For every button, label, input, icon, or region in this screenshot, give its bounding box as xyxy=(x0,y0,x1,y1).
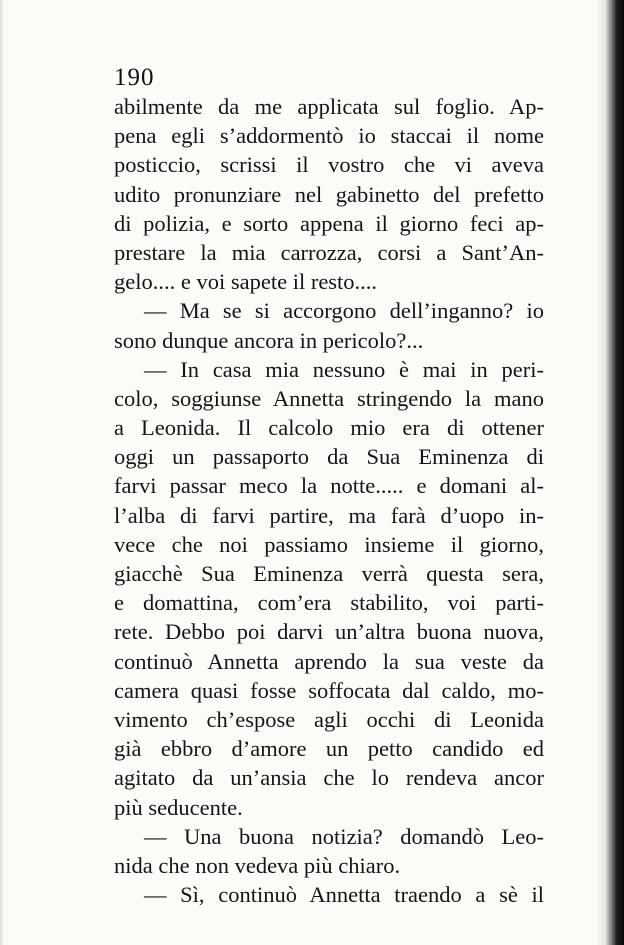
text-line: vece che noi passiamo insieme il giorno, xyxy=(114,531,544,557)
text-line: — Una buona notizia? domandò Leo- xyxy=(144,823,544,849)
text-line: udito pronunziare nel gabinetto del prefetto xyxy=(114,181,544,207)
text-line: di polizia, e sorto appena il giorno feci ap- xyxy=(114,210,544,236)
text-line: — Sì, continuò Annetta traendo a sè il xyxy=(144,882,544,908)
text-line: pena egli s’addormentò io staccai il nome xyxy=(114,123,544,149)
text-line: farvi passar meco la notte..... e domani al- xyxy=(114,473,544,499)
text-line: vimento ch’espose agli occhi di Leonida xyxy=(114,706,544,732)
text-line: nida che non vedeva più chiaro. xyxy=(114,852,401,878)
text-line: giacchè Sua Eminenza verrà questa sera, xyxy=(114,561,544,586)
text-line: più seducente. xyxy=(114,794,243,820)
body-text xyxy=(114,92,544,909)
text-line: prestare la mia carrozza, corsi a Sant’An- xyxy=(114,239,544,265)
text-line: l’alba di farvi partire, ma farà d’uopo in- xyxy=(114,502,544,528)
page-number: 190 xyxy=(114,64,155,91)
text-line: — In casa mia nessuno è mai in peri- xyxy=(144,356,544,382)
text-line: posticcio, scrissi il vostro che vi aveva xyxy=(114,152,544,178)
text-line: camera quasi fosse soffocata dal caldo, mo- xyxy=(114,677,544,703)
text-line: colo, soggiunse Annetta stringendo la mano xyxy=(114,385,544,411)
text-line: sono dunque ancora in pericolo?... xyxy=(114,327,424,353)
binding-shadow xyxy=(596,0,606,945)
book-binding-edge xyxy=(606,0,624,945)
text-line: a Leonida. Il calcolo mio era di ottener xyxy=(114,415,544,441)
text-line: agitato da un’ansia che lo rendeva ancor xyxy=(114,765,544,791)
text-line: continuò Annetta aprendo la sua veste da xyxy=(114,648,544,674)
text-line: abilmente da me applicata sul foglio. Ap- xyxy=(114,94,544,119)
page-left-edge xyxy=(0,0,4,945)
text-line: rete. Debbo poi darvi un’altra buona nuova, xyxy=(114,619,544,645)
text-line: già ebbro d’amore un petto candido ed xyxy=(114,736,544,762)
text-line: oggi un passaporto da Sua Eminenza di xyxy=(114,444,544,470)
text-line: e domattina, com’era stabilito, voi parti- xyxy=(114,590,544,616)
text-line: gelo.... e voi sapete il resto.... xyxy=(114,269,378,295)
text-line: — Ma se si accorgono dell’inganno? io xyxy=(144,298,544,324)
